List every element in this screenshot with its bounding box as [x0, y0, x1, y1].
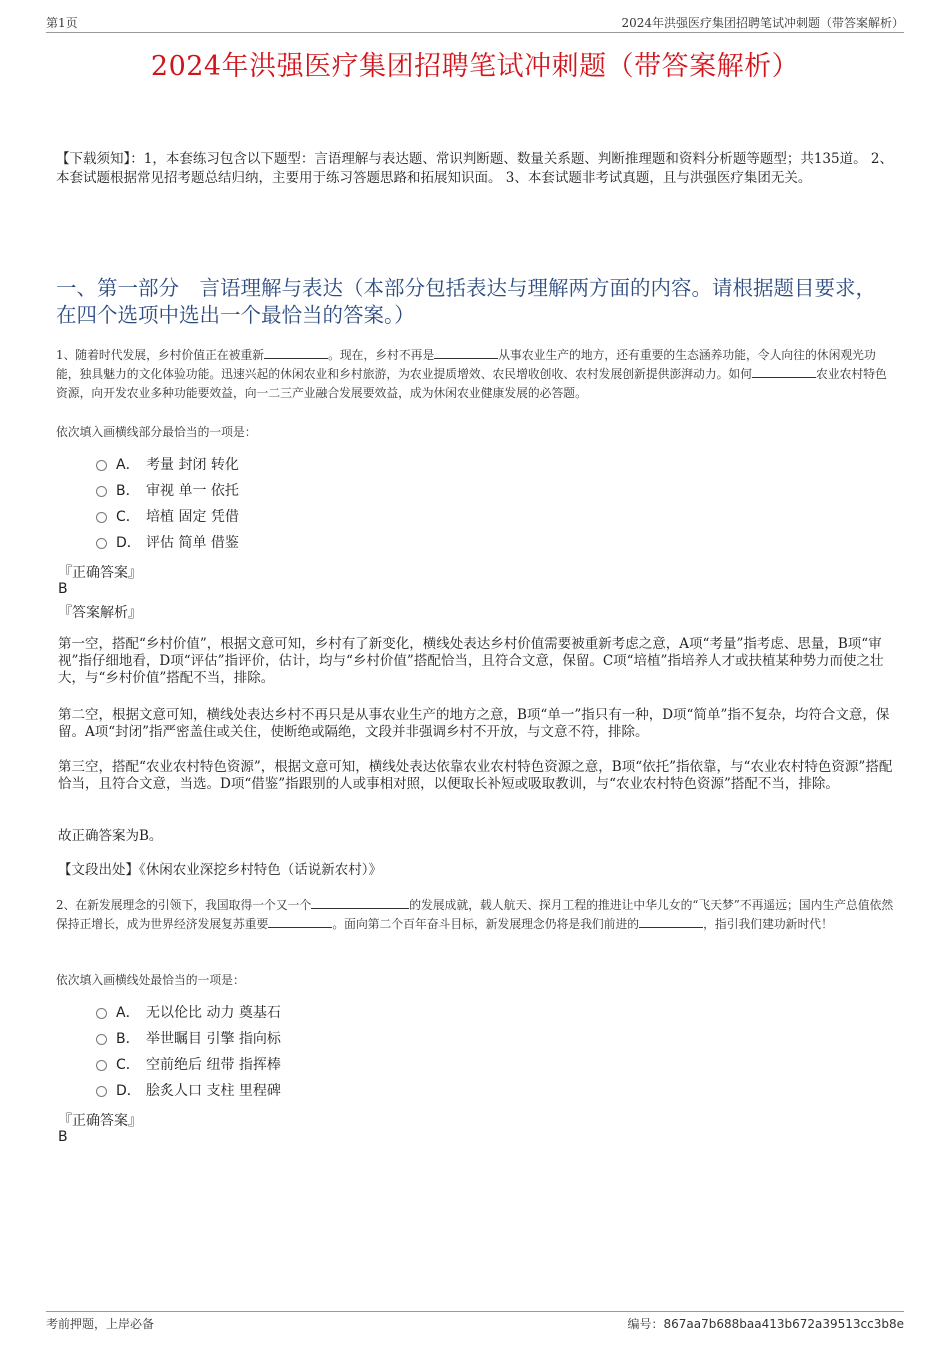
- code-value: 867aa7b688baa413b672a39513cc3b8e: [663, 1317, 904, 1331]
- fill-blank: [311, 896, 409, 909]
- correct-answer-label: 『正确答案』: [58, 565, 142, 581]
- question-2-prompt: 依次填入画横线处最恰当的一项是：: [56, 973, 245, 987]
- question-1-text: [56, 346, 898, 403]
- fill-blank: [264, 346, 328, 359]
- option-d[interactable]: D． 评估 简单 借鉴: [96, 530, 239, 556]
- page-header: [46, 14, 904, 33]
- radio-icon[interactable]: [96, 1034, 107, 1045]
- radio-icon[interactable]: [96, 1008, 107, 1019]
- question-1-prompt: 依次填入画横线部分最恰当的一项是：: [56, 425, 257, 439]
- download-notice: 【下载须知】：1，本套练习包含以下题型：言语理解与表达题、常识判断题、数量关系题、判断推理题和资料分析题等题型；共135道。 2、本套试题根据常见招考题总结归纳，主要用于练习答题思路和拓展知识面。 3、本套试题非考试真题，且与洪强医疗集团无关。: [56, 151, 893, 186]
- option-b[interactable]: B． 举世瞩目 引擎 指向标: [96, 1026, 281, 1052]
- code-label: 编号：: [627, 1317, 664, 1331]
- analysis-label: 『答案解析』: [58, 605, 142, 621]
- question-2-options: [96, 1000, 281, 1104]
- option-c[interactable]: C． 空前绝后 纽带 指挥棒: [96, 1052, 281, 1078]
- footer-slogan: 考前押题，上岸必备: [46, 1317, 155, 1331]
- radio-icon[interactable]: [96, 460, 107, 471]
- question-1-part-4: 农业农村特色资源，向开发农业多种功能要效益，向一二三产业融合发展要效益，成为休闲农业健康发展的必答题。: [56, 367, 887, 400]
- page-number: 第1页: [46, 16, 78, 30]
- footer-code: [627, 1315, 904, 1332]
- question-2-text: [56, 896, 898, 934]
- radio-icon[interactable]: [96, 486, 107, 497]
- section-title: 一、第一部分 言语理解与表达（本部分包括表达与理解两方面的内容。请根据题目要求，在四个选项中选出一个最恰当的答案。）: [56, 276, 876, 327]
- option-c[interactable]: C． 培植 固定 凭借: [96, 504, 239, 530]
- option-a[interactable]: A． 无以伦比 动力 奠基石: [96, 1000, 281, 1026]
- option-a[interactable]: A． 考量 封闭 转化: [96, 452, 239, 478]
- analysis-paragraph-1: 第一空，搭配“乡村价值”，根据文意可知，乡村有了新变化，横线处表达乡村价值需要被重新考虑之意，A项“考量”指考虑、思量，B项“审视”指仔细地看，D项“评估”指评价，估计，均与“乡村价值”搭配恰当，且符合文意，保留。C项“培植”指培养人才或扶植某种势力而使之壮大，与“乡村价值”搭配不当，排除。: [58, 636, 884, 686]
- radio-icon[interactable]: [96, 1060, 107, 1071]
- radio-icon[interactable]: [96, 1086, 107, 1097]
- page-footer: [46, 1311, 904, 1332]
- question-1-part-3: 从事农业生产的地方，还有重要的生态涵养功能，令人向往的休闲观光功能，独具魅力的文化体验功能。迅速兴起的休闲农业和乡村旅游，为农业提质增效、农民增收创收、农村发展创新提供澎湃动力。如何: [56, 348, 876, 381]
- text-source: 【文段出处】《休闲农业深挖乡村特色（话说新农村）》: [58, 862, 382, 878]
- correct-answer-label: 『正确答案』: [58, 1113, 142, 1129]
- question-1-part-1: 1、随着时代发展，乡村价值正在被重新: [56, 348, 265, 362]
- fill-blank: [268, 915, 332, 928]
- analysis-paragraph-2: 第二空，根据文意可知，横线处表达乡村不再只是从事农业生产的地方之意，B项“单一”指只有一种，D项“简单”指不复杂，均符合文意，保留。A项“封闭”指严密盖住或关住，使断绝或隔绝，文段并非强调乡村不开放，与文意不符，排除。: [58, 707, 890, 740]
- fill-blank: [752, 365, 816, 378]
- document-title: 2024年洪强医疗集团招聘笔试冲刺题（带答案解析）: [150, 51, 800, 82]
- option-b[interactable]: B． 审视 单一 依托: [96, 478, 239, 504]
- question-1-part-2: 。现在，乡村不再是: [328, 348, 435, 362]
- correct-answer: B: [58, 1129, 68, 1145]
- option-d[interactable]: D． 脍炙人口 支柱 里程碑: [96, 1078, 281, 1104]
- radio-icon[interactable]: [96, 512, 107, 523]
- correct-answer: B: [58, 581, 68, 597]
- radio-icon[interactable]: [96, 538, 107, 549]
- question-2-part-1: 2、在新发展理念的引领下，我国取得一个又一个: [56, 898, 312, 912]
- question-2-part-3: 。面向第二个百年奋斗目标，新发展理念仍将是我们前进的: [332, 917, 640, 931]
- question-2-part-2: 的发展成就，载人航天、探月工程的推进让中华儿女的“飞天梦”不再遥远；国内生产总值依然保持正增长，成为世界经济发展复苏重要: [56, 898, 894, 931]
- question-2-part-4: ，指引我们建功新时代！: [703, 917, 833, 931]
- header-doc-title: 2024年洪强医疗集团招聘笔试冲刺题（带答案解析）: [621, 16, 904, 30]
- fill-blank: [639, 915, 703, 928]
- question-1-options: [96, 452, 239, 556]
- analysis-paragraph-3: 第三空，搭配“农业农村特色资源”，根据文意可知，横线处表达依靠农业农村特色资源之意，B项“依托”指依靠，与“农业农村特色资源”搭配恰当，且符合文意，当选。D项“借鉴”指跟别的人或事相对照，以便取长补短或吸取教训，与“农业农村特色资源”搭配不当，排除。: [58, 759, 893, 792]
- fill-blank: [434, 346, 498, 359]
- analysis-conclusion: 故正确答案为B。: [58, 828, 163, 844]
